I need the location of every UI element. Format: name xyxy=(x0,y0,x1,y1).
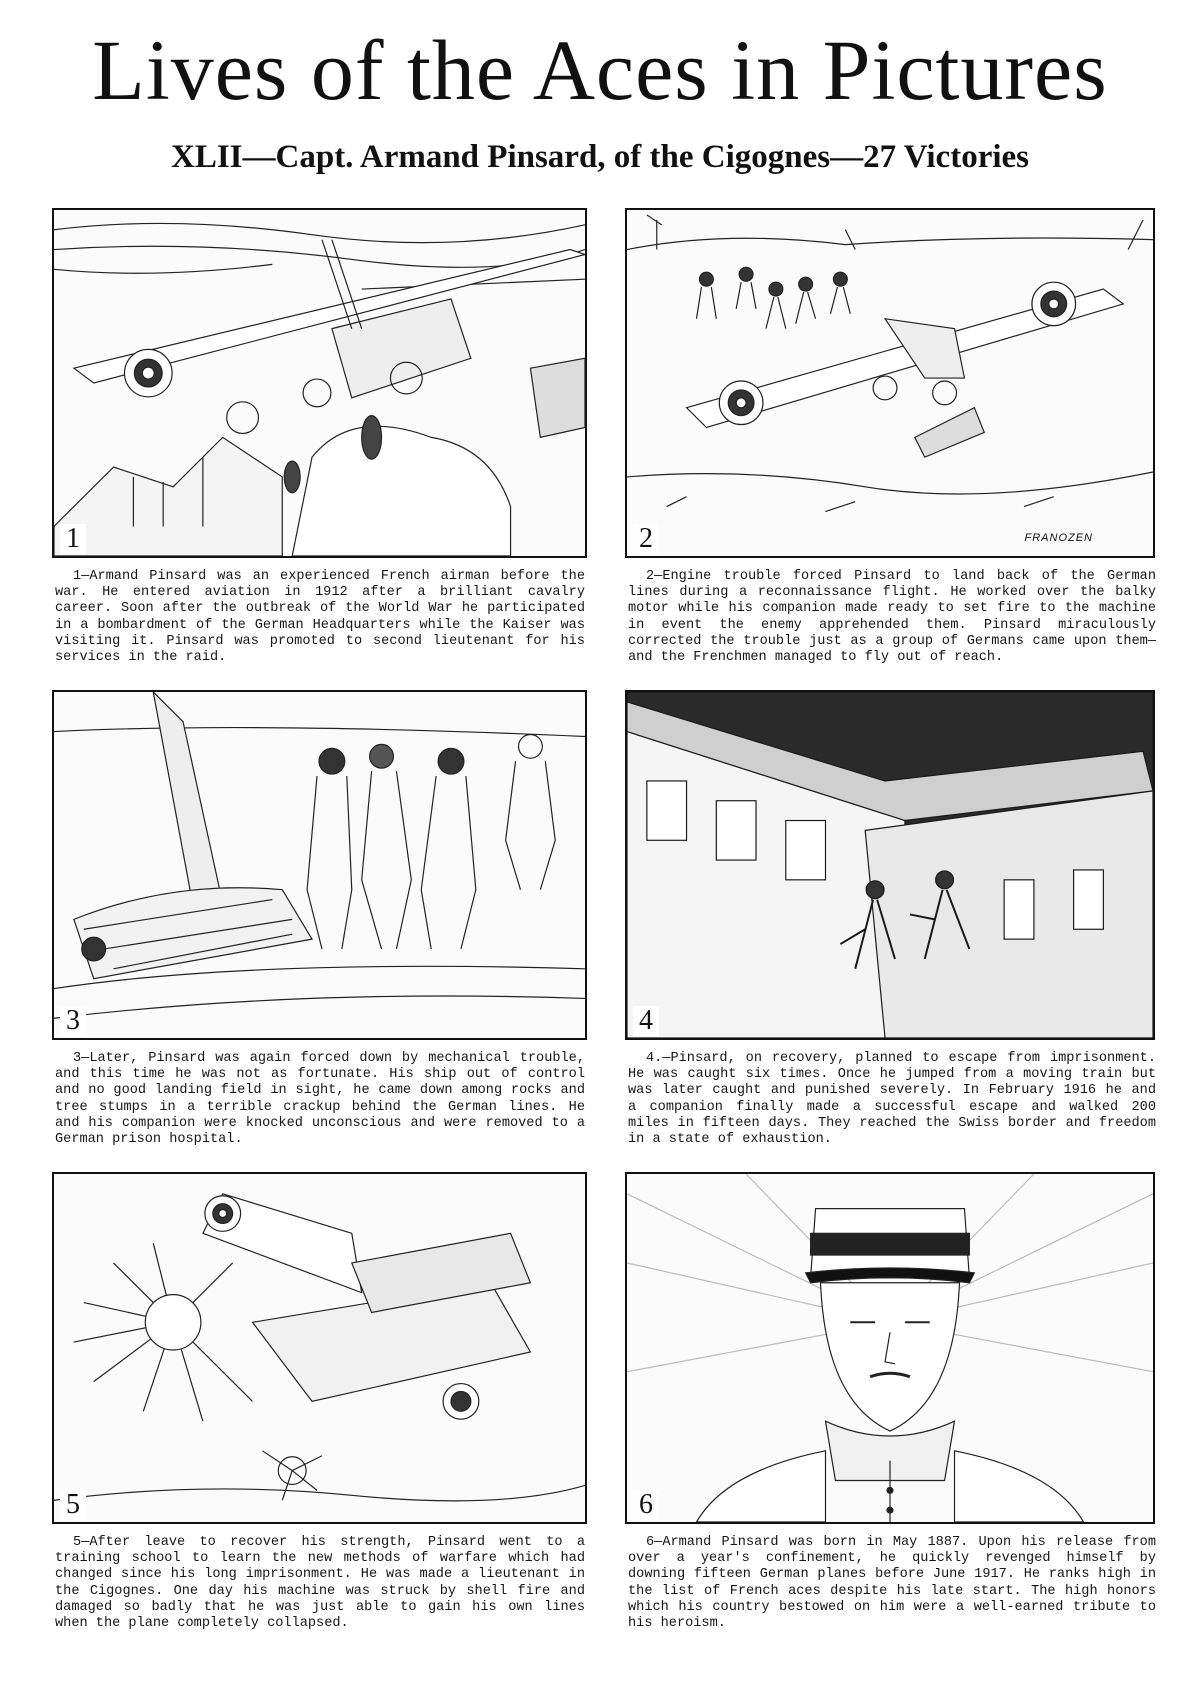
panel-5-caption: 5—After leave to recover his strength, Pinsard went to a training school to learn the new methods of warfare which had changed since his long imprisonment. He was made a lieutenant in the Cigognes. One day his machine was struck by shell fire and damaged so badly that he was just able to gain his own lines when the plane completely collapsed. xyxy=(55,1535,585,1632)
panel-6-caption: 6—Armand Pinsard was born in May 1887. Upon his release from over a year's confinement, he quickly revenged himself by downing fifteen German planes before June 1917. He ranks high in the list of French aces despite his late start. The high honors which his country bestowed on him were a well-earned tribute to his heroism. xyxy=(628,1535,1156,1632)
panel-6-number: 6 xyxy=(633,1490,659,1520)
comic-panel-5 xyxy=(52,1172,587,1524)
panel-4-caption: 4.—Pinsard, on recovery, planned to escape from imprisonment. He was caught six times. Once he jumped from a moving train but was later caught and punished severely. In February 1916 he and a companion finally made a successful escape and walked 200 miles in fifteen days. They reached the Swiss border and freedom in a state of exhaustion. xyxy=(628,1051,1156,1148)
panel-4-number: 4 xyxy=(633,1006,659,1036)
artist-signature: FRANOZEN xyxy=(1024,532,1093,544)
panel-5-number: 5 xyxy=(60,1490,86,1520)
panel-2-illustration-field-landing xyxy=(627,210,1153,556)
comic-panel-6 xyxy=(625,1172,1155,1524)
panel-5-illustration-shell-hit xyxy=(54,1174,585,1522)
panel-6-illustration-portrait xyxy=(627,1174,1153,1522)
comic-panel-4 xyxy=(625,690,1155,1040)
panel-3-number: 3 xyxy=(60,1006,86,1036)
panel-2-caption: 2—Engine trouble forced Pinsard to land back of the German lines during a reconnaissance flight. He worked over the balky motor while his companion made ready to set fire to the machine in event the enemy apprehended them. Pinsard miraculously corrected the trouble just as a group of Germans came upon them—and the Frenchmen managed to fly out of reach. xyxy=(628,569,1156,666)
comic-panel-3 xyxy=(52,690,587,1040)
panel-1-illustration-airplane-bombing xyxy=(54,210,585,556)
comic-panel-2 xyxy=(625,208,1155,558)
page-subtitle: XLII—Capt. Armand Pinsard, of the Cigognes—27 Victories xyxy=(170,139,1030,175)
panel-3-illustration-crash-prisoners xyxy=(54,692,585,1038)
panel-2-number: 2 xyxy=(633,524,659,554)
page-title: Lives of the Aces in Pictures xyxy=(92,22,1108,118)
comic-panel-1 xyxy=(52,208,587,558)
panel-4-illustration-train-escape xyxy=(627,692,1153,1038)
panel-3-caption: 3—Later, Pinsard was again forced down by mechanical trouble, and this time he was not as fortunate. His ship out of control and no good landing field in sight, he came down among rocks and tree stumps in a terrible crackup behind the German lines. He and his companion were knocked unconscious and were removed to a German prison hospital. xyxy=(55,1051,585,1148)
panel-1-number: 1 xyxy=(60,524,86,554)
panel-1-caption: 1—Armand Pinsard was an experienced French airman before the war. He entered aviation in 1912 after a brilliant cavalry career. Soon after the outbreak of the World War he participated in a bombardment of the German Headquarters while the Kaiser was visiting it. Pinsard was promoted to second lieutenant for his services in the raid. xyxy=(55,569,585,666)
